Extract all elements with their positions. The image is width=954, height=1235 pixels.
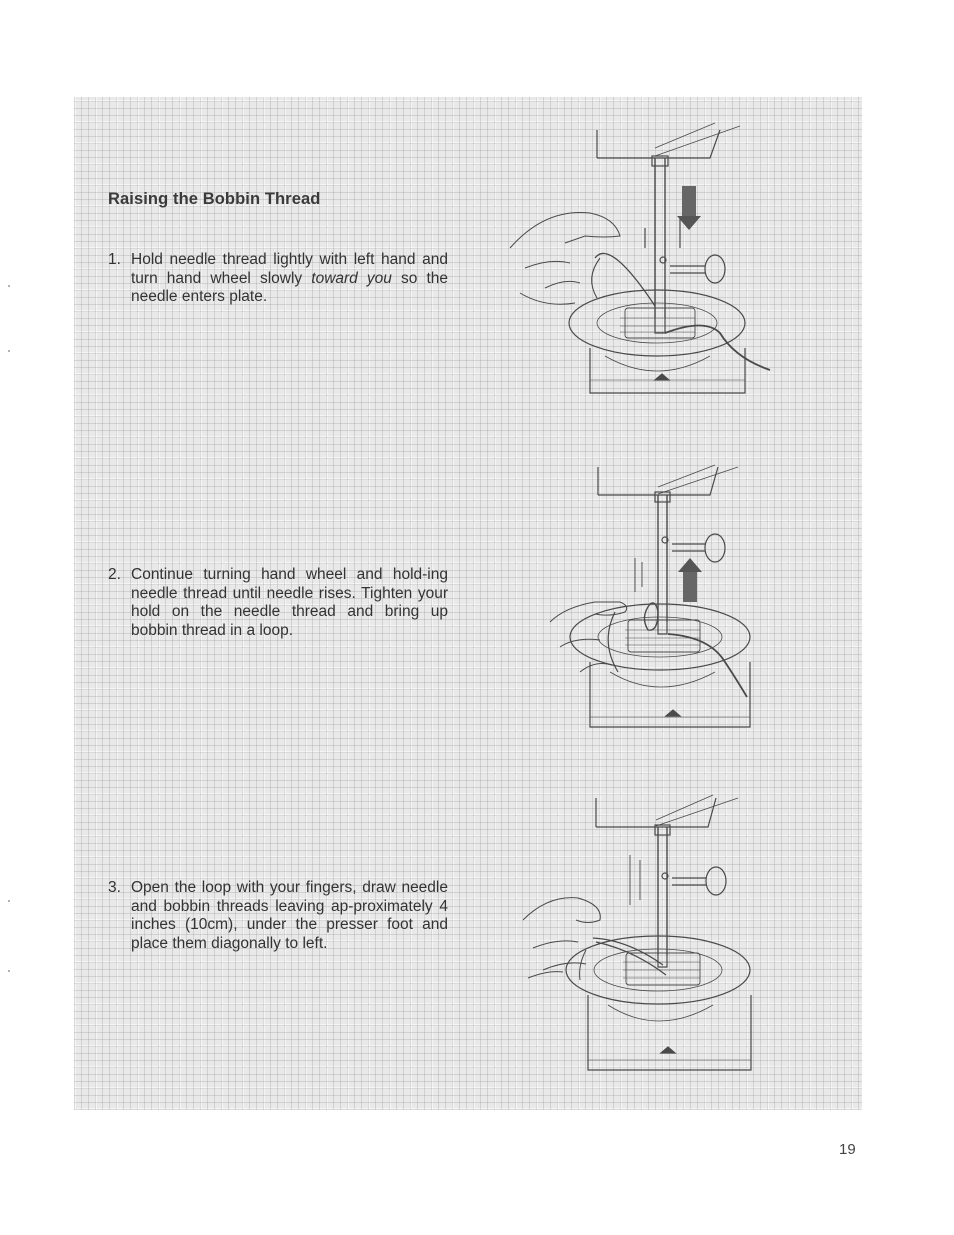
- step-2: [108, 566, 448, 640]
- emphasis-text: toward you: [311, 269, 392, 287]
- step-3: [108, 879, 448, 953]
- step-number: 2.: [108, 566, 121, 583]
- step-number: 3.: [108, 879, 121, 896]
- needle-lowering-illustration: [505, 118, 780, 403]
- scan-mark: [8, 970, 10, 972]
- step-text: Open the loop with your fingers, draw needle and bobbin threads leaving ap-proximately 4 inches (10cm), under the presser foot and place them diagonally to left.: [131, 879, 448, 952]
- needle-rising-illustration: [540, 462, 770, 747]
- up-arrow-icon: [678, 558, 702, 572]
- step-text: Continue turning hand wheel and hold-ing needle thread until needle rises. Tighten your hold on the needle thread and bring up bobbin thread in a loop.: [131, 566, 448, 639]
- scan-mark: [8, 900, 10, 902]
- up-arrow-icon: [683, 572, 697, 602]
- step-1: [108, 251, 448, 307]
- step-text: Hold needle thread lightly with left hand and turn hand wheel slowly toward you so the needle enters plate.: [131, 251, 448, 306]
- down-arrow-icon: [682, 186, 696, 216]
- section-title: Raising the Bobbin Thread: [108, 190, 321, 208]
- step-number: 1.: [108, 251, 121, 268]
- page-number: 19: [839, 1141, 856, 1158]
- scan-mark: [8, 285, 10, 287]
- scan-mark: [8, 350, 10, 352]
- threads-drawn-left-illustration: [518, 790, 773, 1075]
